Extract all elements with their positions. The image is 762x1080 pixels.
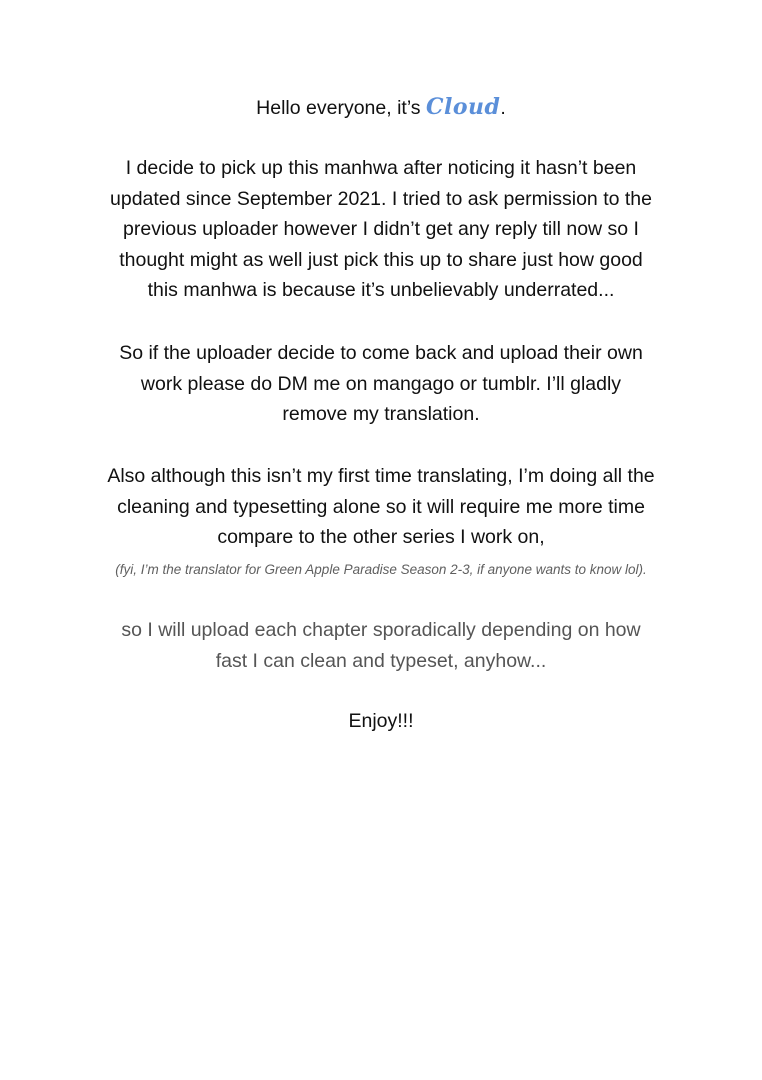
text-line: compare to the other series I work on, <box>217 526 545 548</box>
cloud-signature: Cloud <box>425 94 501 120</box>
text-line: updated since September 2021. I tried to ask permission to the <box>110 187 652 210</box>
text-line: remove my translation. <box>282 403 480 425</box>
greeting-prefix: Hello everyone, it’s <box>256 97 426 119</box>
text-line: work please do DM me on mangago or tumblr. I’ll gladly <box>140 372 622 395</box>
text-line: I decide to pick up this manhwa after noticing it hasn’t been <box>125 157 637 179</box>
text-line: so I will upload each chapter sporadically depending on how <box>121 619 641 641</box>
text-line: cleaning and typesetting alone so it will require me more time <box>117 495 645 518</box>
paragraph-intro <box>40 153 722 306</box>
greeting-suffix: . <box>500 97 506 119</box>
text-line: thought might as well just pick this up to share just how good <box>119 248 643 271</box>
text-line: this manhwa is because it’s unbelievably underrated... <box>147 279 615 301</box>
paragraph-workload <box>40 461 722 553</box>
text-line: previous uploader however I didn’t get any reply till now so I <box>123 218 639 240</box>
paragraph-schedule <box>40 615 722 676</box>
text-line: So if the uploader decide to come back and upload their own <box>119 342 643 364</box>
text-line: fast I can clean and typeset, anyhow... <box>215 649 547 672</box>
closing-line: Enjoy!!! <box>348 710 414 732</box>
translator-aside: (fyi, I’m the translator for Green Apple Paradise Season 2-3, if anyone wants to know lol). <box>115 562 647 577</box>
paragraph-permission <box>40 338 722 430</box>
greeting-line <box>40 92 722 124</box>
text-line: Also although this isn’t my first time translating, I’m doing all the <box>107 465 655 487</box>
